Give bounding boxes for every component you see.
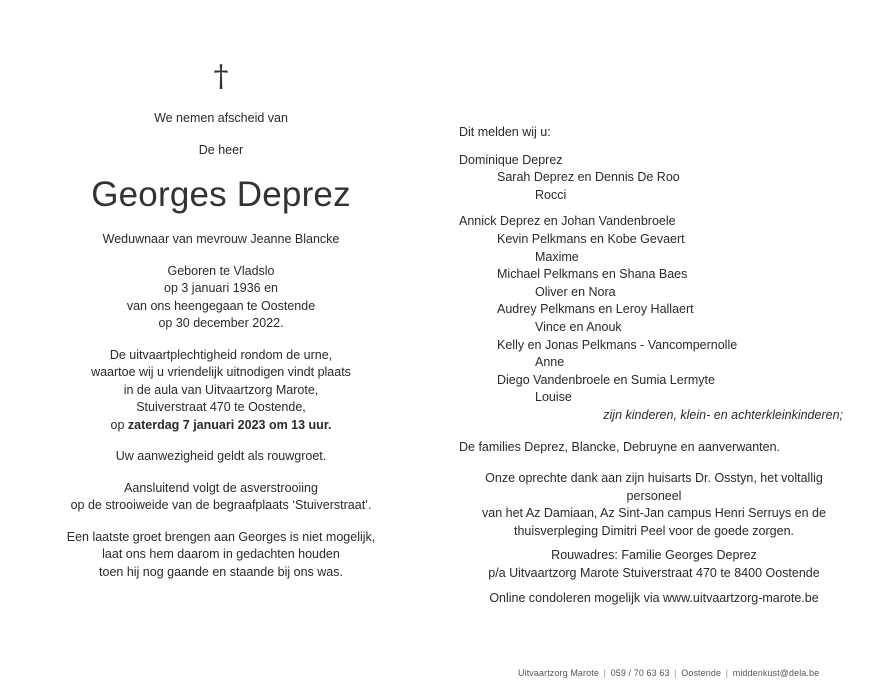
family-line: Kelly en Jonas Pelkmans - Vancompernolle (497, 337, 738, 352)
ashes-block (40, 480, 402, 515)
ceremony-line: De uitvaartplechtigheid rondom de urne, (109, 347, 333, 362)
closing-line: laat ons hem daarom in gedachten houden (102, 547, 340, 561)
closing-block (40, 529, 402, 582)
ceremony-line: in de aula van Uitvaartzorg Marote, (123, 382, 319, 397)
closing-line: toen hij nog gaande en staande bij ons was. (99, 564, 343, 579)
family-line: Audrey Pelkmans en Leroy Hallaert (497, 302, 694, 317)
cross-icon: † (213, 59, 229, 94)
family-line: Annick Deprez en Johan Vandenbroele (459, 214, 676, 229)
families-text: De families Deprez, Blancke, Debruyne en aanverwanten. (459, 439, 781, 454)
family-list (459, 152, 849, 407)
deceased-name: Georges Deprez (91, 175, 351, 214)
birth-block (40, 263, 402, 333)
family-line: Rocci (535, 187, 567, 202)
footer-phone[interactable]: 059 / 70 63 63 (610, 668, 670, 678)
ceremony-time: zaterdag 7 januari 2023 om 13 uur. (127, 417, 332, 432)
family-line: Sarah Deprez en Dennis De Roo (497, 170, 680, 185)
thanks-line: thuisverpleging Dimitri Peel voor de goede zorgen. (513, 523, 795, 538)
thanks-line: Onze oprechte dank aan zijn huisarts Dr. Osstyn, het voltallig personeel (485, 471, 823, 503)
relation-text: zijn kinderen, klein- en achterkleinkinderen; (603, 407, 843, 422)
family-line: Vince en Anouk (535, 319, 622, 334)
widower-text: Weduwnaar van mevrouw Jeanne Blancke (102, 232, 340, 246)
family-line: Kevin Pelkmans en Kobe Gevaert (497, 231, 685, 246)
address-line: p/a Uitvaartzorg Marote Stuiverstraat 470 te 8400 Oostende (488, 566, 820, 581)
family-line: Michael Pelkmans en Shana Baes (497, 267, 688, 282)
ashes-line: Aansluitend volgt de asverstrooiing (124, 480, 318, 495)
ashes-line: op de strooiweide van de begraafplaats ‘Stuiverstraat’. (70, 498, 372, 512)
birth-line: op 3 januari 1936 en (164, 281, 278, 295)
online-condolence-link[interactable]: Online condoleren mogelijk via www.uitvaartzorg-marote.be (489, 590, 819, 605)
family-line: Maxime (535, 249, 579, 264)
ceremony-time-prefix: op (110, 417, 128, 432)
footer-separator: | (603, 668, 606, 678)
announce-text: Dit melden wij u: (459, 125, 551, 139)
address-block (459, 547, 849, 582)
intro-text: We nemen afscheid van (154, 111, 288, 125)
closing-line: Een laatste groet brengen aan Georges is niet mogelijk, (66, 529, 376, 544)
birth-line: op 30 december 2022. (158, 316, 284, 330)
condolence-text: Uw aanwezigheid geldt als rouwgroet. (115, 449, 327, 463)
footer-separator: | (674, 668, 677, 678)
ceremony-line: Stuiverstraat 470 te Oostende, (136, 400, 306, 414)
family-line: Diego Vandenbroele en Sumia Lermyte (497, 372, 715, 387)
right-column (459, 124, 849, 607)
footer-email[interactable]: middenkust@dela.be (732, 668, 820, 678)
birth-line: Geboren te Vladslo (167, 263, 275, 278)
ceremony-line: waartoe wij u vriendelijk uitnodigen vindt plaats (91, 365, 351, 379)
address-line: Rouwadres: Familie Georges Deprez (551, 548, 757, 563)
footer-city: Oostende (681, 668, 722, 678)
thanks-line: van het Az Damiaan, Az Sint-Jan campus Henri Serruys en de (482, 506, 826, 521)
birth-line: van ons heengegaan te Oostende (126, 298, 316, 313)
footer (518, 668, 819, 678)
footer-company: Uitvaartzorg Marote (518, 668, 599, 678)
left-column (40, 59, 402, 581)
family-line: Louise (535, 390, 572, 405)
title-text: De heer (198, 142, 244, 157)
ceremony-time-line (40, 417, 402, 435)
footer-separator: | (725, 668, 729, 678)
family-line: Anne (535, 355, 565, 370)
family-line: Oliver en Nora (535, 284, 616, 299)
thanks-block (459, 470, 849, 540)
family-line: Dominique Deprez (459, 152, 563, 167)
ceremony-block (40, 347, 402, 435)
